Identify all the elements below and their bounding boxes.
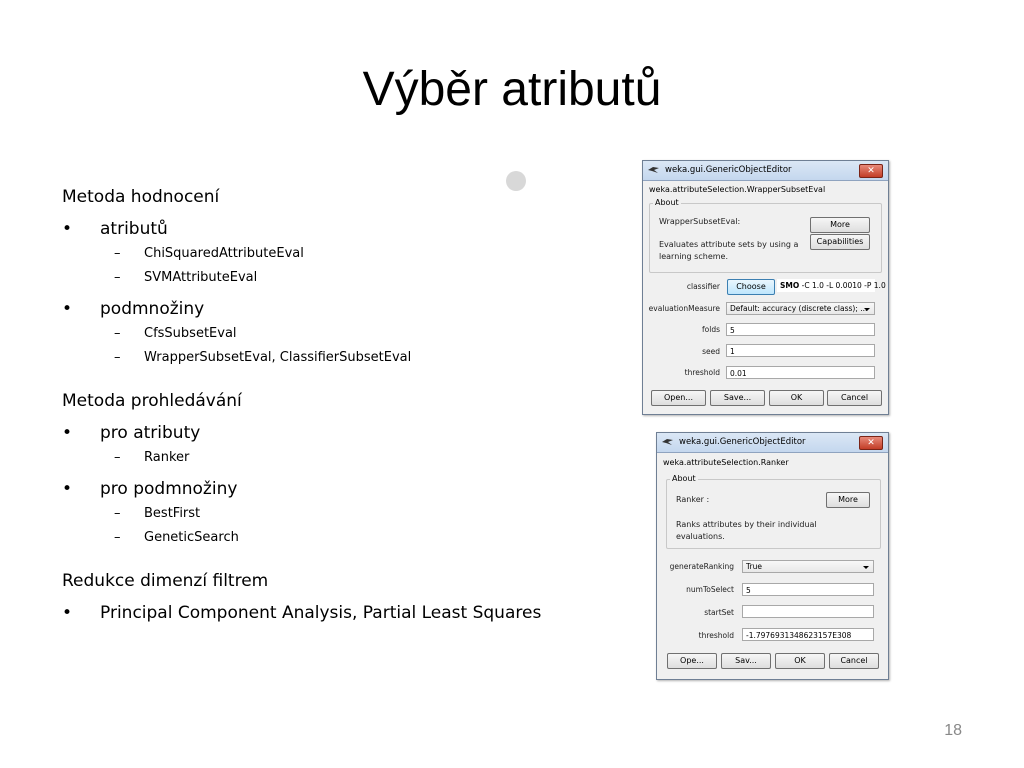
sub-bullet-label: Ranker xyxy=(144,450,190,465)
bullet-label: podmnožiny xyxy=(100,299,205,319)
weka-bird-icon xyxy=(648,166,659,174)
save-button[interactable]: Sav... xyxy=(721,653,771,669)
sub-bullet-label: WrapperSubsetEval, ClassifierSubsetEval xyxy=(144,350,412,365)
bullet-icon: • xyxy=(62,219,73,239)
capabilities-button[interactable]: Capabilities xyxy=(810,234,870,250)
classifier-label: classifier xyxy=(686,282,720,291)
start-set-input[interactable] xyxy=(742,605,874,618)
chevron-down-icon xyxy=(863,566,869,569)
bullet-label: atributů xyxy=(100,219,168,239)
dash-icon: – xyxy=(114,326,121,341)
threshold-input[interactable]: 0.01 xyxy=(726,366,875,379)
sub-bullet-label: BestFirst xyxy=(144,506,201,521)
bullet-item xyxy=(62,476,622,502)
slide-content xyxy=(62,184,622,626)
bullet-item xyxy=(62,296,622,322)
cancel-button[interactable]: Cancel xyxy=(829,653,879,669)
about-name: WrapperSubsetEval: xyxy=(659,217,741,226)
more-button[interactable]: More xyxy=(810,217,870,233)
dialog-titlebar[interactable] xyxy=(657,433,888,453)
section-heading: Metoda hodnocení xyxy=(62,187,220,207)
sub-bullet-label: SVMAttributeEval xyxy=(144,270,258,285)
generate-ranking-select[interactable] xyxy=(742,560,874,573)
page-number: 18 xyxy=(944,722,962,739)
class-path: weka.attributeSelection.WrapperSubsetEval xyxy=(649,185,826,194)
sub-bullet-label: CfsSubsetEval xyxy=(144,326,237,341)
slide-title: Výběr atributů xyxy=(362,63,662,116)
dialog-titlebar[interactable] xyxy=(643,161,888,181)
choose-button[interactable]: Choose xyxy=(727,279,775,295)
sub-bullet-item xyxy=(62,502,622,526)
bullet-item xyxy=(62,600,622,626)
save-button[interactable]: Save... xyxy=(710,390,765,406)
section-heading: Metoda prohledávání xyxy=(62,391,242,411)
chevron-down-icon xyxy=(864,308,870,311)
about-legend: About xyxy=(672,474,696,483)
bullet-icon: • xyxy=(62,299,73,319)
sub-bullet-item xyxy=(62,266,622,290)
generate-ranking-value: True xyxy=(746,562,762,571)
ranker-editor-dialog xyxy=(656,432,889,680)
about-description-line2: evaluations. xyxy=(676,532,725,541)
num-to-select-input[interactable]: 5 xyxy=(742,583,874,596)
bullet-icon: • xyxy=(62,479,73,499)
dash-icon: – xyxy=(114,270,121,285)
evaluation-measure-select[interactable] xyxy=(726,302,875,315)
folds-input[interactable]: 5 xyxy=(726,323,875,336)
sub-bullet-label: ChiSquaredAttributeEval xyxy=(144,246,304,261)
open-button[interactable]: Open... xyxy=(651,390,706,406)
ok-button[interactable]: OK xyxy=(769,390,824,406)
sub-bullet-item xyxy=(62,446,622,470)
folds-label: folds xyxy=(702,325,720,334)
about-description-line1: Evaluates attribute sets by using a xyxy=(659,240,799,249)
start-set-label: startSet xyxy=(704,608,734,617)
seed-input[interactable]: 1 xyxy=(726,344,875,357)
dialog-title: weka.gui.GenericObjectEditor xyxy=(665,165,792,175)
classifier-name: SMO xyxy=(780,281,800,290)
ok-button[interactable]: OK xyxy=(775,653,825,669)
sub-bullet-item xyxy=(62,346,622,370)
close-icon[interactable]: ✕ xyxy=(859,436,883,450)
bullet-label: pro podmnožiny xyxy=(100,479,238,499)
cancel-button[interactable]: Cancel xyxy=(827,390,882,406)
class-path: weka.attributeSelection.Ranker xyxy=(663,458,789,467)
sub-bullet-item xyxy=(62,242,622,266)
classifier-value[interactable] xyxy=(777,279,886,292)
about-legend: About xyxy=(655,198,679,207)
sub-bullet-item xyxy=(62,322,622,346)
threshold-input[interactable]: -1.7976931348623157E308 xyxy=(742,628,874,641)
dash-icon: – xyxy=(114,450,121,465)
about-description-line2: learning scheme. xyxy=(659,252,728,261)
section-heading: Redukce dimenzí filtrem xyxy=(62,571,269,591)
bullet-icon: • xyxy=(62,423,73,443)
dialog-title: weka.gui.GenericObjectEditor xyxy=(679,437,806,447)
threshold-label: threshold xyxy=(698,631,734,640)
weka-bird-icon xyxy=(662,438,673,446)
bullet-label: Principal Component Analysis, Partial Least Squares xyxy=(100,603,542,623)
dash-icon: – xyxy=(114,506,121,521)
open-button[interactable]: Ope... xyxy=(667,653,717,669)
sub-bullet-label: GeneticSearch xyxy=(144,530,239,545)
dash-icon: – xyxy=(114,530,121,545)
seed-label: seed xyxy=(702,347,720,356)
close-icon[interactable]: ✕ xyxy=(859,164,883,178)
bullet-label: pro atributy xyxy=(100,423,201,443)
dash-icon: – xyxy=(114,350,121,365)
bullet-item xyxy=(62,216,622,242)
about-name: Ranker : xyxy=(676,495,710,504)
more-button[interactable]: More xyxy=(826,492,870,508)
evaluation-measure-label: evaluationMeasure xyxy=(648,304,720,313)
wrapper-editor-dialog xyxy=(642,160,889,415)
bullet-item xyxy=(62,420,622,446)
num-to-select-label: numToSelect xyxy=(686,585,734,594)
classifier-options: -C 1.0 -L 0.0010 -P 1.0 xyxy=(801,281,886,290)
evaluation-measure-value: Default: accuracy (discrete class); ... xyxy=(730,304,868,313)
sub-bullet-item xyxy=(62,526,622,550)
about-description-line1: Ranks attributes by their individual xyxy=(676,520,817,529)
generate-ranking-label: generateRanking xyxy=(669,562,734,571)
dash-icon: – xyxy=(114,246,121,261)
bullet-icon: • xyxy=(62,603,73,623)
threshold-label: threshold xyxy=(684,368,720,377)
